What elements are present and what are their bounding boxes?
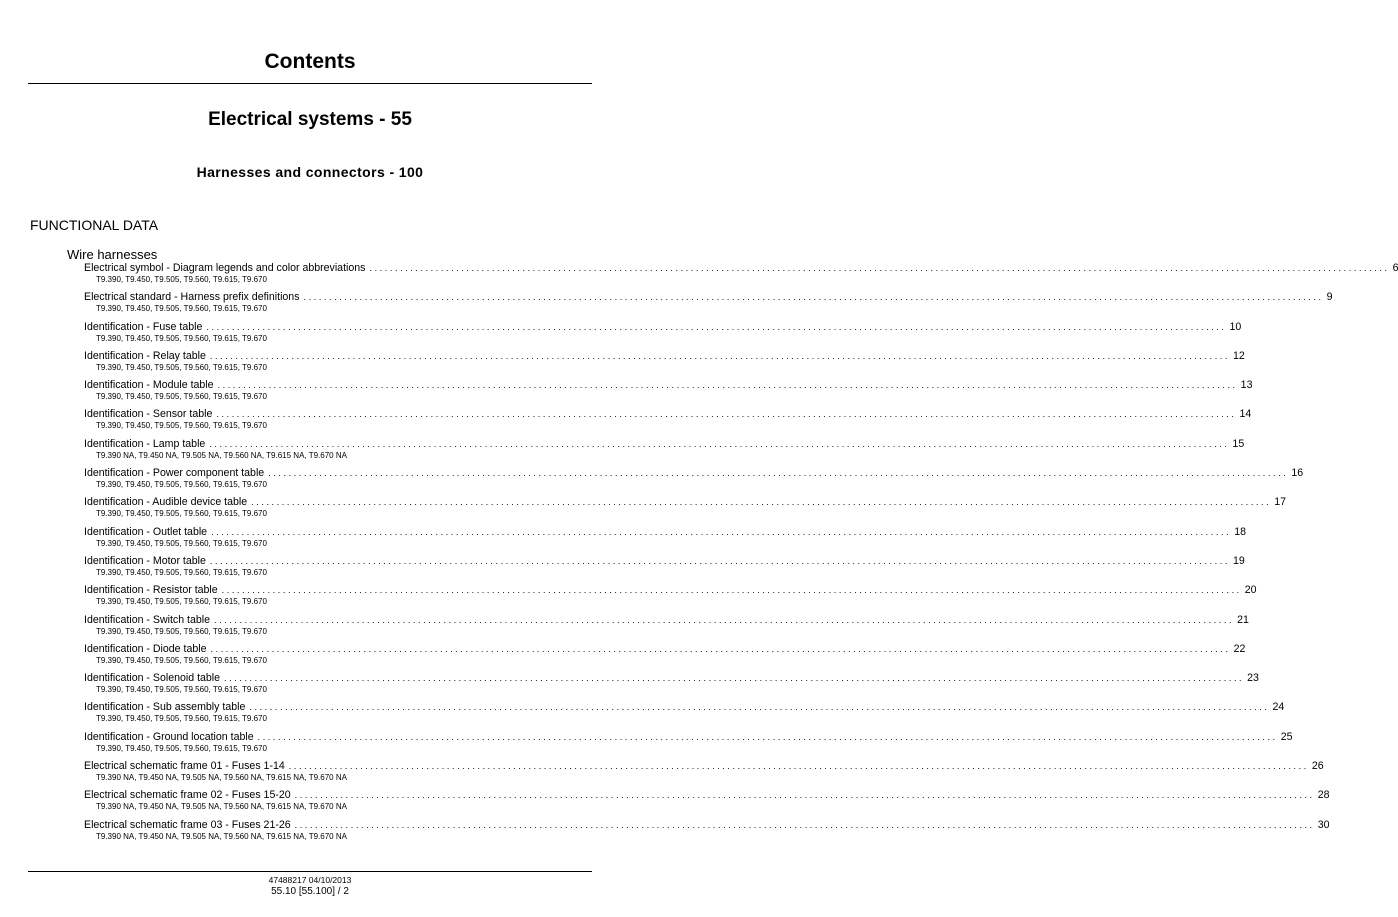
toc-entry-page: 26 [1311, 760, 1324, 773]
dot-leader: ........................................................................................................................................................................................................ [221, 585, 1242, 596]
dot-leader: ........................................................................................................................................................................................................ [268, 468, 1289, 479]
toc-entry[interactable] [84, 818, 1330, 848]
toc-entry-row [84, 437, 1245, 451]
toc-entry[interactable] [84, 291, 1333, 320]
toc-entry-page: 10 [1229, 320, 1242, 333]
toc-entry[interactable] [84, 789, 1330, 818]
toc-entry-models: T9.390, T9.450, T9.505, T9.560, T9.615, T9.670 [96, 304, 267, 314]
toc-entry-title: Identification - Audible device table [84, 496, 248, 509]
toc-entry[interactable] [84, 554, 1245, 584]
toc-entry-page: 13 [1240, 379, 1253, 392]
toc-entry-row [84, 496, 1287, 509]
toc-entry[interactable] [84, 437, 1245, 467]
dot-leader: ........................................................................................................................................................................................................ [224, 673, 1245, 684]
toc-entry-page: 18 [1234, 525, 1246, 538]
toc-entry-title: Identification - Relay table [84, 349, 206, 362]
toc-entry-row [84, 789, 1330, 802]
toc-entry-models: T9.390 NA, T9.450 NA, T9.505 NA, T9.560 NA, T9.615 NA, T9.670 NA [96, 802, 347, 812]
toc-entry-title: Identification - Resistor table [84, 584, 218, 597]
toc-entry[interactable] [84, 320, 1242, 350]
toc-entry-page: 9 [1326, 291, 1333, 304]
dot-leader: ........................................................................................................................................................................................................ [210, 643, 1231, 654]
toc-entry-models: T9.390, T9.450, T9.505, T9.560, T9.615, T9.670 [96, 538, 267, 548]
toc-entry-page: 19 [1233, 554, 1245, 567]
toc-entry-page: 15 [1232, 437, 1245, 450]
dot-leader: ........................................................................................................................................................................................................ [209, 350, 1231, 361]
toc-entry-page: 6 [1392, 262, 1398, 274]
toc-entry[interactable] [84, 349, 1245, 379]
toc-entry-page: 22 [1233, 642, 1246, 655]
footer-doc-id: 47488217 04/10/2013 [268, 875, 352, 885]
toc-entry-row [84, 262, 1398, 275]
toc-entry-models: T9.390, T9.450, T9.505, T9.560, T9.615, T9.670 [96, 333, 267, 343]
toc-entry-title: Identification - Solenoid table [84, 672, 221, 685]
category-heading: FUNCTIONAL DATA [30, 217, 159, 233]
toc-entry-models: T9.390, T9.450, T9.505, T9.560, T9.615, T9.670 [96, 743, 267, 753]
toc-entry[interactable] [84, 408, 1252, 437]
toc-entry-models: T9.390, T9.450, T9.505, T9.560, T9.615, T9.670 [96, 626, 267, 636]
toc-entry[interactable] [84, 730, 1293, 760]
toc-entry-title: Identification - Outlet table [84, 525, 208, 538]
toc-entry-row [84, 760, 1324, 773]
toc-entry-models: T9.390 NA, T9.450 NA, T9.505 NA, T9.560 NA, T9.615 NA, T9.670 NA [96, 450, 347, 460]
toc-entry[interactable] [84, 379, 1253, 408]
toc-entry-row [84, 408, 1252, 421]
toc-entry-row [84, 291, 1333, 304]
toc-entry-models: T9.390, T9.450, T9.505, T9.560, T9.615, T9.670 [96, 597, 267, 607]
toc-entry-page: 12 [1233, 349, 1245, 362]
toc-entry-page: 23 [1247, 672, 1259, 685]
page-title: Contents [264, 50, 356, 73]
toc-entry-title: Identification - Motor table [84, 554, 206, 567]
dot-leader: ........................................................................................................................................................................................................ [206, 321, 1227, 332]
dot-leader: ........................................................................................................................................................................................................ [294, 790, 1315, 801]
toc-entry-page: 16 [1291, 467, 1304, 480]
toc-entry-row [84, 818, 1330, 832]
toc-entry-page: 14 [1239, 408, 1252, 421]
toc-entry-page: 21 [1237, 613, 1249, 626]
toc-entry[interactable] [84, 672, 1259, 701]
group-heading: Wire harnesses [67, 247, 158, 262]
dot-leader: ........................................................................................................................................................................................................ [209, 438, 1230, 449]
toc-entry-title: Electrical schematic frame 03 - Fuses 21-26 [84, 818, 291, 831]
toc-entry-row [84, 525, 1246, 539]
toc-entry-row [84, 642, 1246, 656]
toc-entry-models: T9.390, T9.450, T9.505, T9.560, T9.615, T9.670 [96, 655, 267, 665]
toc-entry[interactable] [84, 262, 1398, 291]
dot-leader: ........................................................................................................................................................................................................ [214, 614, 1235, 625]
toc-entry[interactable] [84, 613, 1249, 643]
toc-entry[interactable] [84, 467, 1304, 496]
toc-entry-title: Electrical schematic frame 01 - Fuses 1-14 [84, 760, 285, 773]
toc-entry-title: Identification - Diode table [84, 642, 207, 655]
toc-entry-row [84, 584, 1257, 597]
dot-leader: ........................................................................................................................................................................................................ [216, 409, 1237, 420]
dot-leader: ........................................................................................................................................................................................................ [294, 819, 1315, 830]
toc-list [84, 262, 1398, 848]
toc-entry-title: Identification - Module table [84, 379, 214, 392]
toc-entry-page: 28 [1317, 789, 1330, 802]
toc-entry[interactable] [84, 760, 1324, 789]
dot-leader: ........................................................................................................................................................................................................ [303, 292, 1324, 303]
toc-entry-row [84, 701, 1285, 714]
toc-entry[interactable] [84, 496, 1287, 525]
toc-entry-title: Identification - Sensor table [84, 408, 213, 421]
dot-leader: ........................................................................................................................................................................................................ [209, 555, 1230, 566]
footer-page-ref: 55.10 [55.100] / 2 [271, 886, 349, 897]
toc-entry-row [84, 730, 1293, 744]
toc-entry-models: T9.390, T9.450, T9.505, T9.560, T9.615, T9.670 [96, 509, 267, 519]
section-heading: Electrical systems - 55 [208, 109, 412, 130]
toc-entry-models: T9.390, T9.450, T9.505, T9.560, T9.615, T9.670 [96, 275, 267, 284]
toc-entry-title: Identification - Ground location table [84, 730, 254, 743]
toc-entry[interactable] [84, 525, 1246, 555]
dot-leader: ........................................................................................................................................................................................................ [369, 263, 1390, 273]
toc-entry-row [84, 672, 1259, 685]
toc-entry-models: T9.390, T9.450, T9.505, T9.560, T9.615, T9.670 [96, 480, 267, 490]
toc-entry-models: T9.390, T9.450, T9.505, T9.560, T9.615, T9.670 [96, 714, 267, 724]
toc-entry-row [84, 613, 1249, 627]
toc-entry-page: 20 [1244, 584, 1257, 597]
subsection-heading: Harnesses and connectors - 100 [196, 164, 424, 180]
toc-entry-models: T9.390, T9.450, T9.505, T9.560, T9.615, T9.670 [96, 421, 267, 431]
toc-entry-title: Electrical schematic frame 02 - Fuses 15-20 [84, 789, 291, 802]
dot-leader: ........................................................................................................................................................................................................ [249, 702, 1270, 713]
toc-entry-row [84, 349, 1245, 363]
toc-entry-page: 25 [1280, 730, 1293, 743]
toc-entry-row [84, 379, 1253, 392]
footer-divider [28, 871, 592, 872]
toc-entry-page: 17 [1274, 496, 1287, 509]
toc-entry[interactable] [84, 701, 1285, 730]
toc-entry-row [84, 554, 1245, 568]
toc-entry-row [84, 320, 1242, 334]
toc-entry-models: T9.390 NA, T9.450 NA, T9.505 NA, T9.560 NA, T9.615 NA, T9.670 NA [96, 773, 347, 783]
dot-leader: ........................................................................................................................................................................................................ [288, 761, 1309, 772]
dot-leader: ........................................................................................................................................................................................................ [217, 380, 1238, 391]
toc-entry-models: T9.390 NA, T9.450 NA, T9.505 NA, T9.560 NA, T9.615 NA, T9.670 NA [96, 831, 347, 841]
toc-entry-title: Identification - Lamp table [84, 437, 206, 450]
toc-entry-row [84, 467, 1304, 480]
toc-entry[interactable] [84, 642, 1246, 672]
toc-entry-title: Electrical symbol - Diagram legends and color abbreviations [84, 262, 366, 274]
toc-entry-models: T9.390, T9.450, T9.505, T9.560, T9.615, T9.670 [96, 567, 267, 577]
dot-leader: ........................................................................................................................................................................................................ [257, 731, 1278, 742]
toc-entry-models: T9.390, T9.450, T9.505, T9.560, T9.615, T9.670 [96, 362, 267, 372]
toc-entry-models: T9.390, T9.450, T9.505, T9.560, T9.615, T9.670 [96, 685, 267, 695]
toc-entry-title: Identification - Switch table [84, 613, 211, 626]
toc-entry-models: T9.390, T9.450, T9.505, T9.560, T9.615, T9.670 [96, 392, 267, 402]
toc-entry-title: Identification - Power component table [84, 467, 265, 480]
toc-entry[interactable] [84, 584, 1257, 613]
toc-entry-title: Identification - Fuse table [84, 320, 203, 333]
toc-entry-title: Electrical standard - Harness prefix definitions [84, 291, 300, 304]
dot-leader: ........................................................................................................................................................................................................ [251, 497, 1272, 508]
header-divider [28, 83, 592, 84]
toc-entry-page: 24 [1272, 701, 1285, 714]
toc-entry-page: 30 [1317, 818, 1330, 831]
dot-leader: ........................................................................................................................................................................................................ [211, 526, 1232, 537]
toc-entry-title: Identification - Sub assembly table [84, 701, 246, 714]
